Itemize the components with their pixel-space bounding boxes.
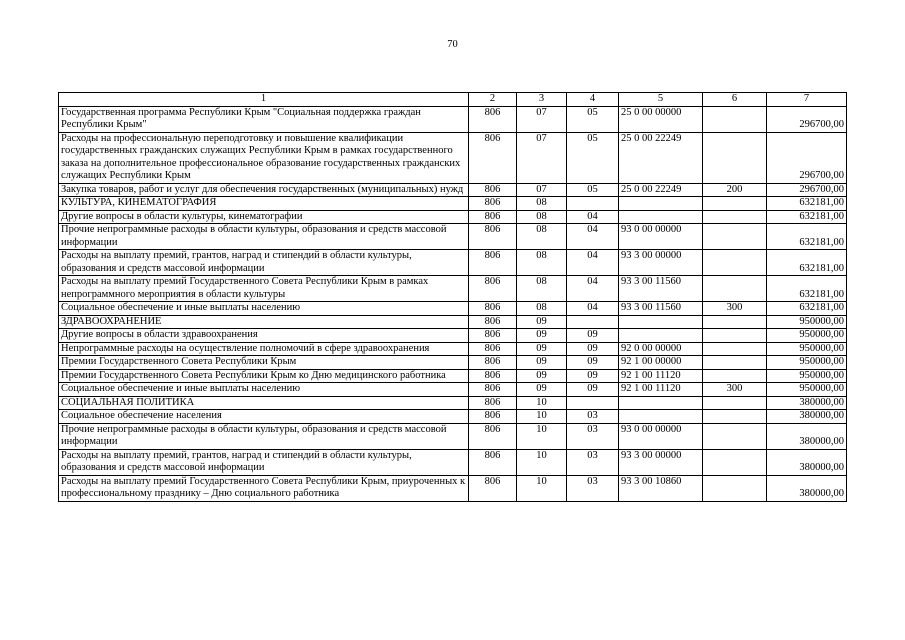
expense-type-code [703, 276, 767, 302]
target-article-code: 93 3 00 11560 [619, 302, 703, 316]
section-code: 10 [517, 396, 567, 410]
target-article-code [619, 329, 703, 343]
admin-code: 806 [469, 356, 517, 370]
target-article-code: 25 0 00 22249 [619, 132, 703, 183]
table-row [59, 449, 847, 475]
subsection-code: 05 [567, 106, 619, 132]
target-article-code: 25 0 00 22249 [619, 183, 703, 197]
target-article-code [619, 210, 703, 224]
expense-type-code [703, 106, 767, 132]
section-code: 07 [517, 132, 567, 183]
expense-type-code [703, 356, 767, 370]
amount: 632181,00 [767, 210, 847, 224]
subsection-code: 04 [567, 276, 619, 302]
subsection-code: 03 [567, 423, 619, 449]
section-code: 10 [517, 410, 567, 424]
section-code: 09 [517, 356, 567, 370]
budget-table [58, 92, 847, 502]
table-row [59, 396, 847, 410]
target-article-code: 92 1 00 00000 [619, 356, 703, 370]
amount: 296700,00 [767, 183, 847, 197]
amount: 380000,00 [767, 423, 847, 449]
subsection-code: 03 [567, 410, 619, 424]
admin-code: 806 [469, 183, 517, 197]
expense-type-code [703, 449, 767, 475]
expense-type-code [703, 250, 767, 276]
section-code: 08 [517, 224, 567, 250]
column-header: 3 [517, 93, 567, 107]
column-header: 6 [703, 93, 767, 107]
section-code: 08 [517, 250, 567, 276]
amount: 380000,00 [767, 475, 847, 501]
item-name: Социальное обеспечение и иные выплаты населению [59, 383, 469, 397]
item-name: Премии Государственного Совета Республики Крым [59, 356, 469, 370]
admin-code: 806 [469, 383, 517, 397]
admin-code: 806 [469, 342, 517, 356]
admin-code: 806 [469, 329, 517, 343]
admin-code: 806 [469, 396, 517, 410]
item-name: Государственная программа Республики Крым "Социальная поддержка граждан Республики Крым" [59, 106, 469, 132]
subsection-code: 09 [567, 369, 619, 383]
table-row [59, 475, 847, 501]
item-name: Расходы на выплату премий Государственного Совета Республики Крым, приуроченных к профессиональному празднику – Дню социального работника [59, 475, 469, 501]
subsection-code [567, 396, 619, 410]
subsection-code: 03 [567, 475, 619, 501]
section-code: 09 [517, 369, 567, 383]
table-row [59, 106, 847, 132]
target-article-code: 92 1 00 11120 [619, 383, 703, 397]
section-code: 10 [517, 475, 567, 501]
amount: 632181,00 [767, 250, 847, 276]
admin-code: 806 [469, 250, 517, 276]
expense-type-code [703, 210, 767, 224]
item-name: Закупка товаров, работ и услуг для обеспечения государственных (муниципальных) нужд [59, 183, 469, 197]
amount: 950000,00 [767, 342, 847, 356]
column-header: 1 [59, 93, 469, 107]
subsection-code: 09 [567, 329, 619, 343]
expense-type-code [703, 410, 767, 424]
subsection-code: 04 [567, 250, 619, 276]
admin-code: 806 [469, 475, 517, 501]
table-row [59, 197, 847, 211]
expense-type-code: 300 [703, 302, 767, 316]
expense-type-code [703, 329, 767, 343]
table-row [59, 356, 847, 370]
subsection-code: 05 [567, 183, 619, 197]
admin-code: 806 [469, 276, 517, 302]
target-article-code: 93 3 00 00000 [619, 449, 703, 475]
target-article-code [619, 197, 703, 211]
expense-type-code: 200 [703, 183, 767, 197]
item-name: Расходы на профессиональную переподготовку и повышение квалификации государственных гражданских служащих Республики Крым в рамках государственного заказа на дополнительное профессиональное образование государственных гражданских служащих Республики Крым [59, 132, 469, 183]
subsection-code: 05 [567, 132, 619, 183]
subsection-code [567, 197, 619, 211]
section-code: 08 [517, 210, 567, 224]
column-header: 7 [767, 93, 847, 107]
column-header: 2 [469, 93, 517, 107]
column-header: 5 [619, 93, 703, 107]
subsection-code: 09 [567, 356, 619, 370]
amount: 632181,00 [767, 302, 847, 316]
admin-code: 806 [469, 369, 517, 383]
expense-type-code [703, 423, 767, 449]
section-code: 10 [517, 449, 567, 475]
subsection-code: 09 [567, 383, 619, 397]
target-article-code: 25 0 00 00000 [619, 106, 703, 132]
item-name: Расходы на выплату премий Государственного Совета Республики Крым в рамках непрограммного мероприятия в области культуры [59, 276, 469, 302]
amount: 950000,00 [767, 329, 847, 343]
admin-code: 806 [469, 423, 517, 449]
table-row [59, 224, 847, 250]
target-article-code: 93 0 00 00000 [619, 224, 703, 250]
amount: 380000,00 [767, 396, 847, 410]
item-name: Социальное обеспечение и иные выплаты населению [59, 302, 469, 316]
table-row [59, 329, 847, 343]
table-row [59, 342, 847, 356]
section-code: 07 [517, 183, 567, 197]
table-row [59, 369, 847, 383]
target-article-code: 93 3 00 11560 [619, 276, 703, 302]
amount: 950000,00 [767, 383, 847, 397]
section-code: 09 [517, 315, 567, 329]
subsection-code: 04 [567, 210, 619, 224]
admin-code: 806 [469, 132, 517, 183]
admin-code: 806 [469, 410, 517, 424]
section-code: 08 [517, 197, 567, 211]
amount: 296700,00 [767, 132, 847, 183]
column-header: 4 [567, 93, 619, 107]
section-code: 09 [517, 342, 567, 356]
table-row [59, 383, 847, 397]
header-row [59, 93, 847, 107]
amount: 380000,00 [767, 449, 847, 475]
amount: 950000,00 [767, 356, 847, 370]
item-name: Другие вопросы в области культуры, кинематографии [59, 210, 469, 224]
item-name: Прочие непрограммные расходы в области культуры, образования и средств массовой информации [59, 224, 469, 250]
amount: 632181,00 [767, 276, 847, 302]
expense-type-code [703, 315, 767, 329]
target-article-code: 93 3 00 10860 [619, 475, 703, 501]
table-row [59, 183, 847, 197]
table-row [59, 132, 847, 183]
target-article-code: 93 0 00 00000 [619, 423, 703, 449]
item-name: СОЦИАЛЬНАЯ ПОЛИТИКА [59, 396, 469, 410]
expense-type-code [703, 224, 767, 250]
amount: 632181,00 [767, 224, 847, 250]
table-row [59, 250, 847, 276]
admin-code: 806 [469, 302, 517, 316]
section-code: 09 [517, 383, 567, 397]
subsection-code: 04 [567, 302, 619, 316]
subsection-code [567, 315, 619, 329]
table-row [59, 315, 847, 329]
expense-type-code [703, 369, 767, 383]
amount: 950000,00 [767, 315, 847, 329]
expense-type-code: 300 [703, 383, 767, 397]
table-row [59, 410, 847, 424]
section-code: 08 [517, 276, 567, 302]
amount: 632181,00 [767, 197, 847, 211]
target-article-code: 92 1 00 11120 [619, 369, 703, 383]
expense-type-code [703, 475, 767, 501]
section-code: 07 [517, 106, 567, 132]
table-row [59, 210, 847, 224]
section-code: 08 [517, 302, 567, 316]
admin-code: 806 [469, 224, 517, 250]
admin-code: 806 [469, 210, 517, 224]
expense-type-code [703, 396, 767, 410]
subsection-code: 03 [567, 449, 619, 475]
item-name: Социальное обеспечение населения [59, 410, 469, 424]
item-name: Расходы на выплату премий, грантов, наград и стипендий в области культуры, образования и средств массовой информации [59, 449, 469, 475]
admin-code: 806 [469, 315, 517, 329]
target-article-code [619, 410, 703, 424]
page-number: 70 [447, 39, 458, 50]
expense-type-code [703, 132, 767, 183]
subsection-code: 04 [567, 224, 619, 250]
item-name: Непрограммные расходы на осуществление полномочий в сфере здравоохранения [59, 342, 469, 356]
section-code: 09 [517, 329, 567, 343]
item-name: КУЛЬТУРА, КИНЕМАТОГРАФИЯ [59, 197, 469, 211]
target-article-code: 92 0 00 00000 [619, 342, 703, 356]
section-code: 10 [517, 423, 567, 449]
target-article-code [619, 315, 703, 329]
target-article-code: 93 3 00 00000 [619, 250, 703, 276]
item-name: Расходы на выплату премий, грантов, наград и стипендий в области культуры, образования и средств массовой информации [59, 250, 469, 276]
amount: 380000,00 [767, 410, 847, 424]
expense-type-code [703, 342, 767, 356]
amount: 296700,00 [767, 106, 847, 132]
item-name: Другие вопросы в области здравоохранения [59, 329, 469, 343]
table-row [59, 423, 847, 449]
admin-code: 806 [469, 197, 517, 211]
admin-code: 806 [469, 449, 517, 475]
subsection-code: 09 [567, 342, 619, 356]
target-article-code [619, 396, 703, 410]
table-row [59, 276, 847, 302]
amount: 950000,00 [767, 369, 847, 383]
admin-code: 806 [469, 106, 517, 132]
expense-type-code [703, 197, 767, 211]
table-row [59, 302, 847, 316]
item-name: Премии Государственного Совета Республики Крым ко Дню медицинского работника [59, 369, 469, 383]
item-name: ЗДРАВООХРАНЕНИЕ [59, 315, 469, 329]
item-name: Прочие непрограммные расходы в области культуры, образования и средств массовой информации [59, 423, 469, 449]
